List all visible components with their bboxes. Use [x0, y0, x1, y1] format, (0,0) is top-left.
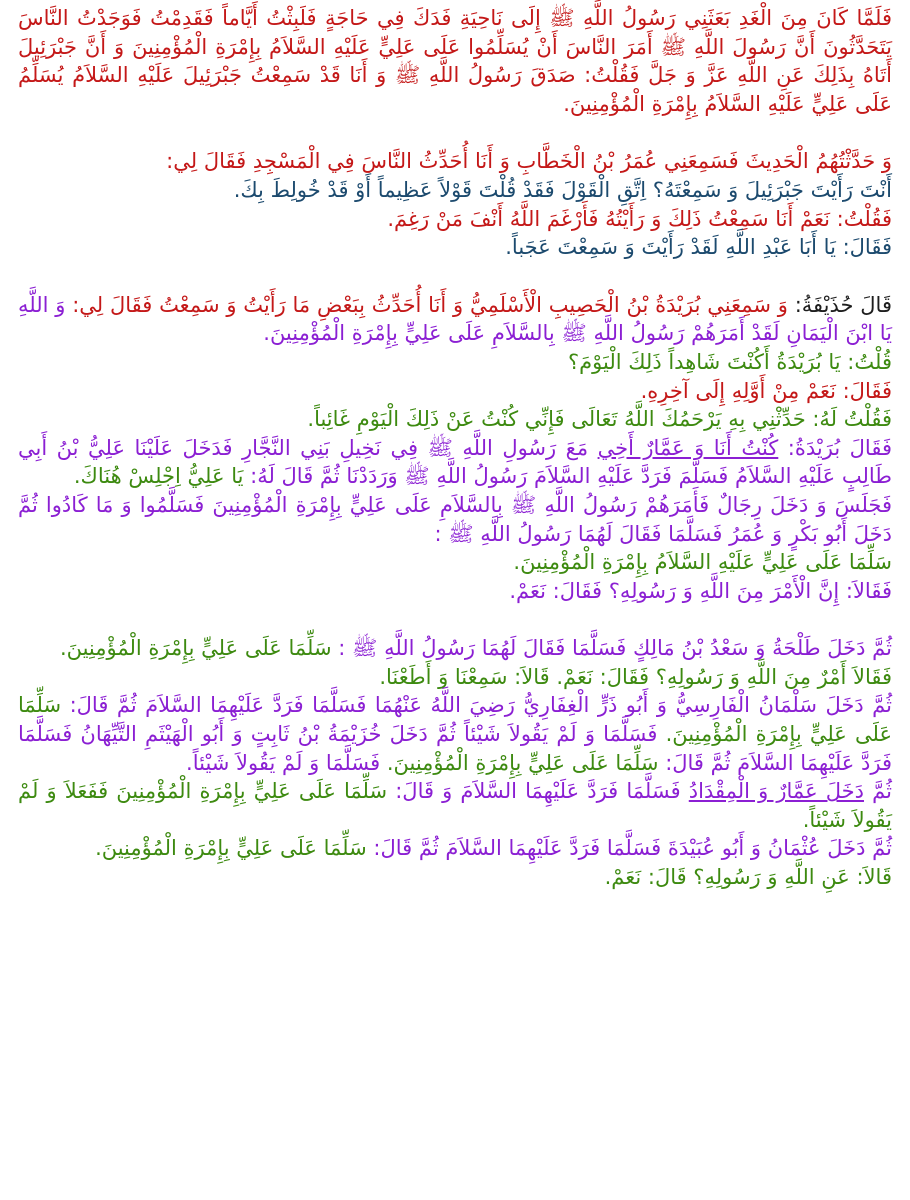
paragraph-4-salman-quote: سَلِّمَا عَلَى عَلِيٍّ بِإِمْرَةِ الْمُؤْمِنِينَ.	[18, 693, 892, 747]
paragraph-3-narration-label: فَقَالَ بُرَيْدَةُ:	[787, 435, 892, 460]
paragraph-gap	[18, 118, 892, 147]
paragraph-gap	[18, 605, 892, 634]
paragraph-3-narration-text: مَعَ رَسُولِ اللَّهِ ﷺ فِي نَخِيلِ بَنِي النَّجَّارِ فَدَخَلَ عَلَيْنَا عَلِيُّ بْنُ أَبِي طَالِبٍ عَلَيْهِ السَّلاَمُ فَسَلَّمَ فَرَدَّ عَلَيْهِ السَّلاَمَ رَسُولُ اللَّهِ ﷺ وَرَدَدْنَا ثُمَّ قَالَ لَهُ:	[18, 435, 892, 489]
paragraph-3-command-text: سَلِّمَا عَلَى عَلِيٍّ عَلَيْهِ السَّلاَمُ بِإِمْرَةِ الْمُؤْمِنِينَ.	[513, 550, 892, 575]
paragraph-4-final-text: قَالاَ: عَنِ اللَّهِ وَ رَسُولِهِ؟ قَالَ: نَعَمْ.	[604, 865, 892, 890]
paragraph-4-ammar-quote: سَلِّمَا عَلَى عَلِيٍّ بِإِمْرَةِ الْمُؤْمِنِينَ فَفَعَلاَ وَ لَمْ يَقُولاَ شَيْئاً.	[18, 779, 892, 832]
paragraph-2-closing	[18, 233, 892, 262]
paragraph-3-oath-text: وَ اللَّهِ يَا ابْنَ الْيَمَانِ لَقَدْ أَمَرَهُمْ رَسُولُ اللَّهِ ﷺ بِالسَّلاَمِ عَلَى عَلِيٍّ بِإِمْرَةِ الْمُؤْمِنِينَ.	[18, 292, 892, 346]
paragraph-4-uthman	[18, 834, 892, 863]
paragraph-4-salman-text: ثُمَّ دَخَلَ سَلْمَانُ الْفَارِسِيُّ وَ أَبُو ذَرٍّ الْغِفَارِيُّ رَضِيَ اللَّهُ عَنْهُمَا فَسَلَّمَا فَرَدَّ عَلَيْهِمَا السَّلاَمَ ثُمَّ قَالَ:	[69, 693, 892, 718]
paragraph-3-intro	[18, 291, 892, 348]
paragraph-2-closing-text: فَقَالَ: يَا أَبَا عَبْدِ اللَّهِ لَقَدْ رَأَيْتَ وَ سَمِعْتَ عَجَباً.	[505, 235, 892, 260]
paragraph-gap	[18, 262, 892, 291]
paragraph-3-narration-quote: يَا عَلِيُّ اِجْلِسْ هُنَاكَ.	[73, 464, 244, 489]
paragraph-3-answer	[18, 377, 892, 406]
paragraph-4-ammar-start: ثُمَّ	[872, 779, 892, 804]
paragraph-4-ammar-underlined: دَخَلَ عَمَّارٌ وَ الْمِقْدَادُ	[688, 779, 864, 804]
paragraph-3-intro-text: وَ سَمِعَنِي بُرَيْدَةُ بْنُ الْحَصِيبِ الْأَسْلَمِيُّ وَ أَنَا أُحَدِّثُ بِبَعْضِ مَا رَأَيْتُ وَ سَمِعْتُ فَقَالَ لِي:	[72, 292, 788, 317]
paragraph-2-question	[18, 176, 892, 205]
paragraph-1	[18, 4, 892, 118]
paragraph-3-response-text: فَقَالاَ: إِنَّ الْأَمْرَ مِنَ اللَّهِ وَ رَسُولِهِ؟ فَقَالَ: نَعَمْ.	[509, 578, 892, 603]
paragraph-4-talha-quote: سَلِّمَا عَلَى عَلِيٍّ بِإِمْرَةِ الْمُؤْمِنِينَ.	[59, 636, 332, 661]
paragraph-4-talha	[18, 634, 892, 663]
paragraph-4-uthman-quote: سَلِّمَا عَلَى عَلِيٍّ بِإِمْرَةِ الْمُؤْمِنِينَ.	[95, 836, 367, 861]
paragraph-4-final	[18, 863, 892, 892]
paragraph-4-ammar-text: فَسَلَّمَا فَرَدَّ عَلَيْهِمَا السَّلاَمَ وَ قَالَ:	[395, 779, 681, 804]
paragraph-4-khuzayma-quote: سَلِّمَا عَلَى عَلِيٍّ بِإِمْرَةِ الْمُؤْمِنِينَ.	[386, 750, 659, 775]
paragraph-3-command	[18, 548, 892, 577]
paragraph-3-continuation	[18, 491, 892, 548]
paragraph-4-ammar	[18, 777, 892, 834]
paragraph-1-text: فَلَمَّا كَانَ مِنَ الْغَدِ بَعَثَنِي رَسُولُ اللَّهِ ﷺ إِلَى نَاحِيَةِ فَدَكَ فِي حَاجَةٍ فَلَبِثْتُ أَيَّاماً فَقَدِمْتُ فَوَجَدْتُ النَّاسَ يَتَحَدَّثُونَ أَنَّ رَسُولَ اللَّهِ ﷺ أَمَرَ النَّاسَ أَنْ يُسَلِّمُوا عَلَى عَلِيٍّ عَلَيْهِ السَّلاَمُ بِإِمْرَةِ الْمُؤْمِنِينَ وَ أَنَّ جَبْرَئِيلَ أَتَاهُ بِذَلِكَ عَنِ اللَّهِ عَزَّ وَ جَلَّ فَقُلْتُ: صَدَقَ رَسُولُ اللَّهِ ﷺ وَ أَنَا قَدْ سَمِعْتُ جَبْرَئِيلَ عَلَيْهِ السَّلاَمُ يُسَلِّمُ عَلَى عَلِيٍّ عَلَيْهِ السَّلاَمُ بِإِمْرَةِ الْمُؤْمِنِينَ.	[18, 6, 892, 116]
paragraph-3-request	[18, 405, 892, 434]
paragraph-3-answer-text: فَقَالَ: نَعَمْ مِنْ أَوَّلِهِ إِلَى آخِرِهِ.	[640, 378, 892, 403]
paragraph-4-salman	[18, 691, 892, 777]
paragraph-2-reply-text: فَقُلْتُ: نَعَمْ أَنَا سَمِعْتُ ذَلِكَ وَ رَأَيْتُهُ فَأَرْغَمَ اللَّهُ أَنْفَ مَنْ رَغِمَ.	[387, 206, 892, 231]
paragraph-4-khuzayma-end: فَسَلَّمَا وَ لَمْ يَقُولاَ شَيْئاً.	[186, 750, 381, 775]
paragraph-4-talha-reply	[18, 663, 892, 692]
paragraph-3-question-text: قُلْتُ: يَا بُرَيْدَةُ أَكُنْتَ شَاهِداً ذَلِكَ الْيَوْمَ؟	[567, 349, 892, 374]
paragraph-2-intro-text: وَ حَدَّثْتُهُمُ الْحَدِيثَ فَسَمِعَنِي عُمَرُ بْنُ الْخَطَّابِ وَ أَنَا أُحَدِّثُ النَّاسَ فِي الْمَسْجِدِ فَقَالَ لِي:	[166, 149, 892, 174]
paragraph-2-reply	[18, 205, 892, 234]
paragraph-4-talha-text: ثُمَّ دَخَلَ طَلْحَةُ وَ سَعْدُ بْنُ مَالِكٍ فَسَلَّمَا فَقَالَ لَهُمَا رَسُولُ اللَّهِ ﷺ :	[338, 636, 892, 661]
paragraph-2-question-text: أَنْتَ رَأَيْتَ جَبْرَئِيلَ وَ سَمِعْتَهُ؟ اِتَّقِ الْقَوْلَ فَقَدْ قُلْتَ قَوْلاً عَظِيماً أَوْ قَدْ خُولِطَ بِكَ.	[233, 177, 892, 202]
paragraph-4-uthman-text: ثُمَّ دَخَلَ عُثْمَانُ وَ أَبُو عُبَيْدَةَ فَسَلَّمَا فَرَدَّ عَلَيْهِمَا السَّلاَمَ ثُمَّ قَالَ:	[373, 836, 892, 861]
paragraph-3-continuation-text: فَجَلَسَ وَ دَخَلَ رِجَالٌ فَأَمَرَهُمْ رَسُولُ اللَّهِ ﷺ بِالسَّلاَمِ عَلَى عَلِيٍّ بِإِمْرَةِ الْمُؤْمِنِينَ فَسَلَّمُوا وَ مَا كَادُوا ثُمَّ دَخَلَ أَبُو بَكْرٍ وَ عُمَرُ فَسَلَّمَا فَقَالَ لَهُمَا رَسُولُ اللَّهِ ﷺ :	[18, 492, 892, 546]
paragraph-3-narration	[18, 434, 892, 491]
paragraph-4-talha-reply-text: فَقَالاَ أَمْرٌ مِنَ اللَّهِ وَ رَسُولِهِ؟ فَقَالَ: نَعَمْ. قَالاَ: سَمِعْنَا وَ أَطَعْنَا.	[379, 664, 892, 689]
paragraph-2-intro	[18, 147, 892, 176]
paragraph-3-narration-underlined: كُنْتُ أَنَا وَ عَمَّارٌ أَخِي	[597, 435, 779, 460]
paragraph-3-response	[18, 577, 892, 606]
paragraph-4-khuzayma-text: فَسَلَّمَا وَ لَمْ يَقُولاَ شَيْئاً ثُمَّ دَخَلَ خُزَيْمَةُ بْنُ ثَابِتٍ وَ أَبُو الْهَيْثَمِ التَّيِّهَانُ فَسَلَّمَا فَرَدَّ عَلَيْهِمَا السَّلاَمَ ثُمَّ قَالَ:	[18, 722, 892, 775]
speaker-label: قَالَ حُذَيْفَةُ:	[794, 292, 892, 317]
paragraph-3-request-text: فَقُلْتُ لَهُ: حَدِّثْنِي بِهِ يَرْحَمُكَ اللَّهُ تَعَالَى فَإِنِّي كُنْتُ عَنْ ذَلِكَ الْيَوْمِ غَائِباً.	[307, 407, 892, 432]
paragraph-3-question	[18, 348, 892, 377]
